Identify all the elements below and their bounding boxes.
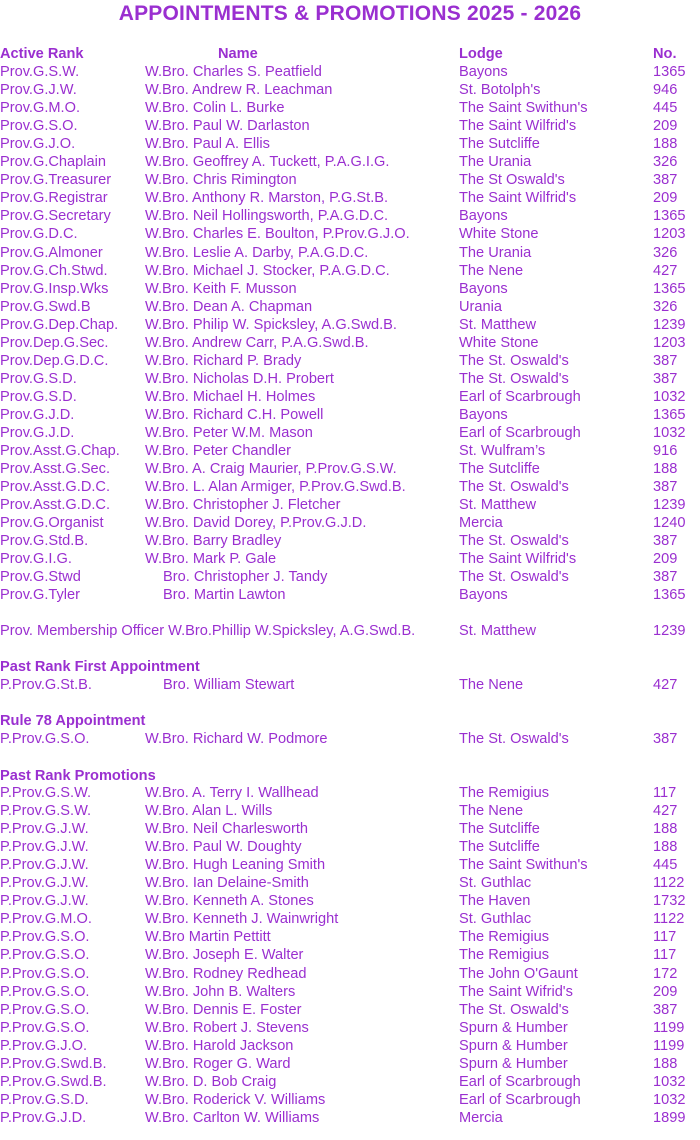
lodge-cell: Mercia [459, 515, 503, 532]
table-row [0, 388, 700, 406]
name-cell: W.Bro. Kenneth J. Wainwright [145, 911, 339, 928]
table-row [0, 352, 700, 370]
table-row [0, 370, 700, 388]
header-name: Name [218, 46, 258, 62]
table-row [0, 1019, 700, 1037]
lodge-cell: St. Guthlac [459, 875, 532, 892]
lodge-cell: St. Matthew [459, 316, 537, 333]
name-cell: Bro. Christopher J. Tandy [163, 569, 328, 586]
rank-cell: Prov.Asst.G.D.C. [0, 497, 111, 514]
number-cell: 387 [653, 352, 678, 369]
number-cell: 117 [653, 785, 677, 801]
rank-cell: P.Prov.G.S.D. [0, 1091, 89, 1108]
name-cell: W.Bro. Richard P. Brady [145, 352, 302, 369]
number-cell: 188 [653, 839, 678, 856]
lodge-cell: The St. Oswald's [459, 370, 569, 387]
table-row [0, 946, 700, 964]
rank-cell: P.Prov.G.S.O. [0, 965, 90, 982]
table-row [0, 1109, 700, 1127]
name-cell: W.Bro. L. Alan Armiger, P.Prov.G.Swd.B. [145, 479, 406, 496]
number-cell: 387 [653, 731, 678, 747]
lodge-cell: The St. Oswald's [459, 731, 569, 747]
table-row [0, 63, 700, 81]
header-no: No. [653, 46, 677, 62]
number-cell: 1365 [653, 280, 686, 297]
name-cell: W.Bro. Peter Chandler [145, 443, 292, 460]
header-lodge: Lodge [459, 46, 503, 62]
name-cell: W.Bro. Robert J. Stevens [145, 1019, 309, 1036]
table-row [0, 225, 700, 243]
lodge-cell: The Nene [459, 677, 524, 693]
number-cell: 1032 [653, 388, 686, 405]
rank-cell: P.Prov.G.Swd.B. [0, 1055, 107, 1072]
table-row [0, 983, 700, 1001]
table-row [0, 1055, 700, 1073]
name-cell: W.Bro. Peter W.M. Mason [145, 425, 313, 441]
table-row [0, 676, 700, 694]
lodge-cell: The Saint Wilfrid's [459, 118, 577, 135]
name-cell: W.Bro. Paul W. Darlaston [145, 118, 310, 135]
rank-cell: Prov.Asst.G.D.C. [0, 479, 111, 496]
number-cell: 1365 [653, 208, 686, 225]
rank-cell: P.Prov.G.J.W. [0, 893, 89, 910]
name-cell: W.Bro. Chris Rimington [145, 172, 297, 189]
lodge-cell: The St. Oswald's [459, 479, 569, 496]
rank-cell: Prov.G.M.O. [0, 100, 81, 117]
number-cell: 427 [653, 803, 678, 820]
table-row [0, 316, 700, 334]
rank-cell: P.Prov.G.S.O. [0, 731, 90, 747]
table-row [0, 135, 700, 153]
table-row [0, 550, 700, 568]
membership-officer-row [0, 622, 700, 640]
lodge-cell: Bayons [459, 280, 508, 297]
name-cell: Bro. Martin Lawton [163, 587, 286, 604]
table-row [0, 189, 700, 207]
lodge-cell: St. Botolph's [459, 82, 541, 99]
name-cell: W.Bro Martin Pettitt [145, 929, 271, 946]
name-cell: W.Bro. Alan L. Wills [145, 803, 273, 820]
lodge-cell: The St. Oswald's [459, 533, 569, 550]
name-cell: W.Bro. Leslie A. Darby, P.A.G.D.C. [145, 244, 369, 261]
number-cell: 1203 [653, 226, 686, 243]
name-cell: W.Bro. Barry Bradley [145, 533, 282, 550]
lodge-cell: The Sutcliffe [459, 839, 540, 856]
name-cell: W.Bro. Neil Charlesworth [145, 821, 309, 838]
lodge-cell: Bayons [459, 208, 508, 225]
lodge-cell: The Saint Wifrid's [459, 983, 573, 1000]
header-rank: Active Rank [0, 46, 84, 62]
table-row [0, 207, 700, 225]
number-cell: 209 [653, 118, 678, 135]
table-row [0, 1073, 700, 1091]
table-row [0, 496, 700, 514]
number-cell: 188 [653, 821, 678, 838]
number-cell: 387 [653, 172, 678, 189]
name-cell: W.Bro. Rodney Redhead [145, 965, 307, 982]
lodge-cell: Spurn & Humber [459, 1037, 568, 1054]
name-cell: W.Bro. Andrew Carr, P.A.G.Swd.B. [145, 334, 369, 351]
rank-cell: P.Prov.G.S.O. [0, 983, 90, 1000]
name-cell: W.Bro. Dean A. Chapman [145, 298, 313, 315]
rank-cell: Prov.G.Swd.B [0, 298, 91, 315]
number-cell: 946 [653, 82, 678, 99]
rank-cell: P.Prov.G.J.W. [0, 839, 89, 856]
rank-cell: Prov.G.Insp.Wks [0, 280, 109, 297]
table-row [0, 838, 700, 856]
lodge-cell: Bayons [459, 587, 508, 604]
table-row [0, 244, 700, 262]
name-cell: W.Bro. Keith F. Musson [145, 280, 297, 297]
table-row [0, 730, 700, 748]
name-cell: W.Bro. David Dorey, P.Prov.G.J.D. [145, 515, 367, 532]
table-row [0, 171, 700, 189]
table-row [0, 99, 700, 117]
name-cell: W.Bro. Michael H. Holmes [145, 388, 316, 405]
number-cell: 1199 [653, 1019, 685, 1036]
name-cell: W.Bro. Charles S. Peatfield [145, 64, 322, 80]
table-row [0, 460, 700, 478]
table-row [0, 1001, 700, 1019]
table-row [0, 568, 700, 586]
rank-cell: Prov.G.J.W. [0, 82, 77, 99]
number-cell: 1365 [653, 64, 686, 80]
lodge-cell: The Nene [459, 262, 524, 279]
number-cell: 209 [653, 551, 678, 568]
rank-cell: Prov.G.S.D. [0, 388, 77, 405]
name-cell: W.Bro. Philip W. Spicksley, A.G.Swd.B. [145, 316, 397, 333]
number-cell: 172 [653, 965, 678, 982]
name-cell: W.Bro. Mark P. Gale [145, 551, 277, 568]
lodge-cell: White Stone [459, 334, 539, 351]
number-cell: 1122 [653, 875, 685, 892]
table-row [0, 478, 700, 496]
rank-cell: Prov.G.Registrar [0, 190, 108, 207]
rank-cell: P.Prov.G.S.O. [0, 947, 90, 964]
number-cell: 188 [653, 136, 678, 153]
name-cell: W.Bro. Paul A. Ellis [145, 136, 270, 153]
section-heading-rule78: Rule 78 Appointment [0, 713, 146, 729]
lodge-cell: The Urania [459, 154, 532, 171]
number-cell: 427 [653, 262, 678, 279]
rank-cell: P.Prov.G.J.W. [0, 875, 89, 892]
table-row [0, 1091, 700, 1109]
lodge-cell: The Haven [459, 893, 531, 910]
lodge-cell: St. Guthlac [459, 911, 532, 928]
number-cell: 1032 [653, 425, 686, 441]
name-cell: W.Bro. Kenneth A. Stones [145, 893, 314, 910]
name-cell: W.Bro. Hugh Leaning Smith [145, 857, 326, 874]
number-cell: 209 [653, 190, 678, 207]
name-cell: W.Bro. Christopher J. Fletcher [145, 497, 341, 514]
rank-cell: P.Prov.G.St.B. [0, 677, 92, 693]
lodge-cell: The John O'Gaunt [459, 965, 578, 982]
number-cell: 1732 [653, 893, 686, 910]
name-cell: W.Bro. Ian Delaine-Smith [145, 875, 309, 892]
number-cell: 427 [653, 677, 678, 693]
rank-cell: Prov.G.Tyler [0, 587, 81, 604]
table-row [0, 874, 700, 892]
name-cell: Bro. William Stewart [163, 677, 295, 693]
lodge-cell: The Sutcliffe [459, 461, 540, 478]
number-cell: 117 [653, 947, 677, 964]
number-cell: 1239 [653, 497, 686, 514]
rank-cell: P.Prov.G.S.O. [0, 1019, 90, 1036]
rank-cell: P.Prov.G.S.W. [0, 803, 92, 820]
rank-cell: P.Prov.G.S.O. [0, 929, 90, 946]
number-cell: 1032 [653, 1091, 686, 1108]
table-row [0, 892, 700, 910]
number-cell: 188 [653, 461, 678, 478]
number-cell: 1122 [653, 911, 685, 928]
number-cell: 1239 [653, 316, 686, 333]
number-cell: 188 [653, 1055, 678, 1072]
name-cell: W.Bro. Geoffrey A. Tuckett, P.A.G.I.G. [145, 154, 390, 171]
rank-cell: P.Prov.G.J.D. [0, 1109, 87, 1126]
rank-cell: Prov.G.Dep.Chap. [0, 316, 119, 333]
membership-officer-lodge: St. Matthew [459, 623, 537, 639]
table-row [0, 910, 700, 928]
number-cell: 117 [653, 929, 677, 946]
name-cell: W.Bro. A. Terry I. Wallhead [145, 785, 319, 801]
number-cell: 326 [653, 154, 678, 171]
name-cell: W.Bro. A. Craig Maurier, P.Prov.G.S.W. [145, 461, 397, 478]
rank-cell: P.Prov.G.J.O. [0, 1037, 88, 1054]
number-cell: 387 [653, 479, 678, 496]
name-cell: W.Bro. Paul W. Doughty [145, 839, 302, 856]
lodge-cell: The Urania [459, 244, 532, 261]
table-row [0, 784, 700, 802]
lodge-cell: The St Oswald's [459, 172, 565, 189]
rank-cell: P.Prov.G.J.W. [0, 857, 89, 874]
table-row [0, 802, 700, 820]
lodge-cell: Earl of Scarbrough [459, 1073, 581, 1090]
number-cell: 1240 [653, 515, 686, 532]
table-row [0, 334, 700, 352]
section-heading-promotions: Past Rank Promotions [0, 768, 156, 784]
lodge-cell: The St. Oswald's [459, 1001, 569, 1018]
rank-cell: P.Prov.G.Swd.B. [0, 1073, 107, 1090]
table-row [0, 820, 700, 838]
name-cell: W.Bro. Roderick V. Williams [145, 1091, 326, 1108]
lodge-cell: The Saint Wilfrid's [459, 551, 577, 568]
name-cell: W.Bro. Dennis E. Foster [145, 1001, 302, 1018]
lodge-cell: The Remigius [459, 929, 550, 946]
number-cell: 387 [653, 370, 678, 387]
rank-cell: Prov.Dep.G.Sec. [0, 334, 109, 351]
lodge-cell: The St. Oswald's [459, 569, 569, 586]
rank-cell: Prov.G.Std.B. [0, 533, 89, 550]
table-row [0, 442, 700, 460]
name-cell: W.Bro. Harold Jackson [145, 1037, 294, 1054]
name-cell: W.Bro. Andrew R. Leachman [145, 82, 333, 99]
rank-cell: Prov.Dep.G.D.C. [0, 352, 109, 369]
lodge-cell: Bayons [459, 64, 508, 80]
table-row [0, 280, 700, 298]
section-heading-first-appointment: Past Rank First Appointment [0, 659, 200, 675]
number-cell: 1199 [653, 1037, 685, 1054]
rank-cell: Prov.G.J.D. [0, 406, 75, 423]
page-title: APPOINTMENTS & PROMOTIONS 2025 - 2026 [118, 2, 582, 25]
name-cell: W.Bro. Nicholas D.H. Probert [145, 370, 334, 387]
table-row [0, 856, 700, 874]
lodge-cell: The Saint Swithun's [459, 100, 588, 117]
number-cell: 387 [653, 569, 678, 586]
number-cell: 916 [653, 443, 678, 460]
number-cell: 1365 [653, 587, 686, 604]
rank-cell: Prov.Asst.G.Chap. [0, 443, 120, 460]
table-row [0, 586, 700, 604]
lodge-cell: Spurn & Humber [459, 1055, 568, 1072]
name-cell: W.Bro. D. Bob Craig [145, 1073, 277, 1090]
lodge-cell: White Stone [459, 226, 539, 243]
table-row [0, 965, 700, 983]
name-cell: W.Bro. Colin L. Burke [145, 100, 285, 117]
rank-cell: P.Prov.G.S.W. [0, 785, 92, 801]
lodge-cell: The Saint Swithun's [459, 857, 588, 874]
lodge-cell: St. Wulfram’s [459, 443, 546, 460]
name-cell: W.Bro. Michael J. Stocker, P.A.G.D.C. [145, 262, 390, 279]
name-cell: W.Bro. Richard C.H. Powell [145, 406, 324, 423]
rank-cell: Prov.G.S.W. [0, 64, 80, 80]
lodge-cell: The Sutcliffe [459, 136, 540, 153]
table-row [0, 514, 700, 532]
number-cell: 1032 [653, 1073, 686, 1090]
column-headers [0, 45, 700, 63]
name-cell: W.Bro. Neil Hollingsworth, P.A.G.D.C. [145, 208, 389, 225]
lodge-cell: The Sutcliffe [459, 821, 540, 838]
table-row [0, 81, 700, 99]
rank-cell: Prov.G.D.C. [0, 226, 78, 243]
lodge-cell: Earl of Scarbrough [459, 1091, 581, 1108]
lodge-cell: The Saint Wilfrid's [459, 190, 577, 207]
lodge-cell: Mercia [459, 1109, 503, 1126]
table-row [0, 262, 700, 280]
table-row [0, 117, 700, 135]
name-cell: W.Bro. John B. Walters [145, 983, 296, 1000]
number-cell: 387 [653, 1001, 678, 1018]
lodge-cell: Bayons [459, 406, 508, 423]
name-cell: W.Bro. Charles E. Boulton, P.Prov.G.J.O. [145, 226, 410, 243]
number-cell: 326 [653, 244, 678, 261]
table-row [0, 532, 700, 550]
number-cell: 445 [653, 100, 678, 117]
rank-cell: Prov.G.Secretary [0, 208, 111, 225]
rank-cell: Prov.G.I.G. [0, 551, 72, 568]
rank-cell: Prov.G.S.O. [0, 118, 78, 135]
rank-cell: P.Prov.G.S.O. [0, 1001, 90, 1018]
membership-officer-no: 1239 [653, 623, 686, 639]
lodge-cell: The St. Oswald's [459, 352, 569, 369]
lodge-cell: The Remigius [459, 785, 550, 801]
membership-officer-text: Prov. Membership Officer W.Bro.Phillip W.Spicksley, A.G.Swd.B. [0, 623, 416, 639]
rank-cell: P.Prov.G.J.W. [0, 821, 89, 838]
number-cell: 445 [653, 857, 678, 874]
table-row [0, 406, 700, 424]
number-cell: 209 [653, 983, 678, 1000]
number-cell: 1365 [653, 406, 686, 423]
rank-cell: P.Prov.G.M.O. [0, 911, 92, 928]
name-cell: W.Bro. Carlton W. Williams [145, 1109, 320, 1126]
table-row [0, 153, 700, 171]
lodge-cell: Earl of Scarbrough [459, 425, 581, 441]
name-cell: W.Bro. Richard W. Podmore [145, 731, 328, 747]
number-cell: 1899 [653, 1109, 686, 1126]
rank-cell: Prov.Asst.G.Sec. [0, 461, 111, 478]
lodge-cell: Urania [459, 298, 502, 315]
number-cell: 1203 [653, 334, 686, 351]
table-row [0, 928, 700, 946]
number-cell: 326 [653, 298, 678, 315]
rank-cell: Prov.G.Chaplain [0, 154, 106, 171]
rank-cell: Prov.G.Ch.Stwd. [0, 262, 108, 279]
lodge-cell: The Nene [459, 803, 524, 820]
lodge-cell: Earl of Scarbrough [459, 388, 581, 405]
name-cell: W.Bro. Anthony R. Marston, P.G.St.B. [145, 190, 389, 207]
table-row [0, 298, 700, 316]
table-row [0, 424, 700, 442]
rank-cell: Prov.G.Organist [0, 515, 104, 532]
rank-cell: Prov.G.J.D. [0, 425, 75, 441]
rank-cell: Prov.G.J.O. [0, 136, 76, 153]
rank-cell: Prov.G.Treasurer [0, 172, 112, 189]
lodge-cell: The Remigius [459, 947, 550, 964]
rank-cell: Prov.G.Stwd [0, 569, 81, 586]
lodge-cell: St. Matthew [459, 497, 537, 514]
rank-cell: Prov.G.S.D. [0, 370, 77, 387]
lodge-cell: Spurn & Humber [459, 1019, 568, 1036]
rank-cell: Prov.G.Almoner [0, 244, 103, 261]
table-row [0, 1037, 700, 1055]
name-cell: W.Bro. Joseph E. Walter [145, 947, 304, 964]
number-cell: 387 [653, 533, 678, 550]
name-cell: W.Bro. Roger G. Ward [145, 1055, 291, 1072]
